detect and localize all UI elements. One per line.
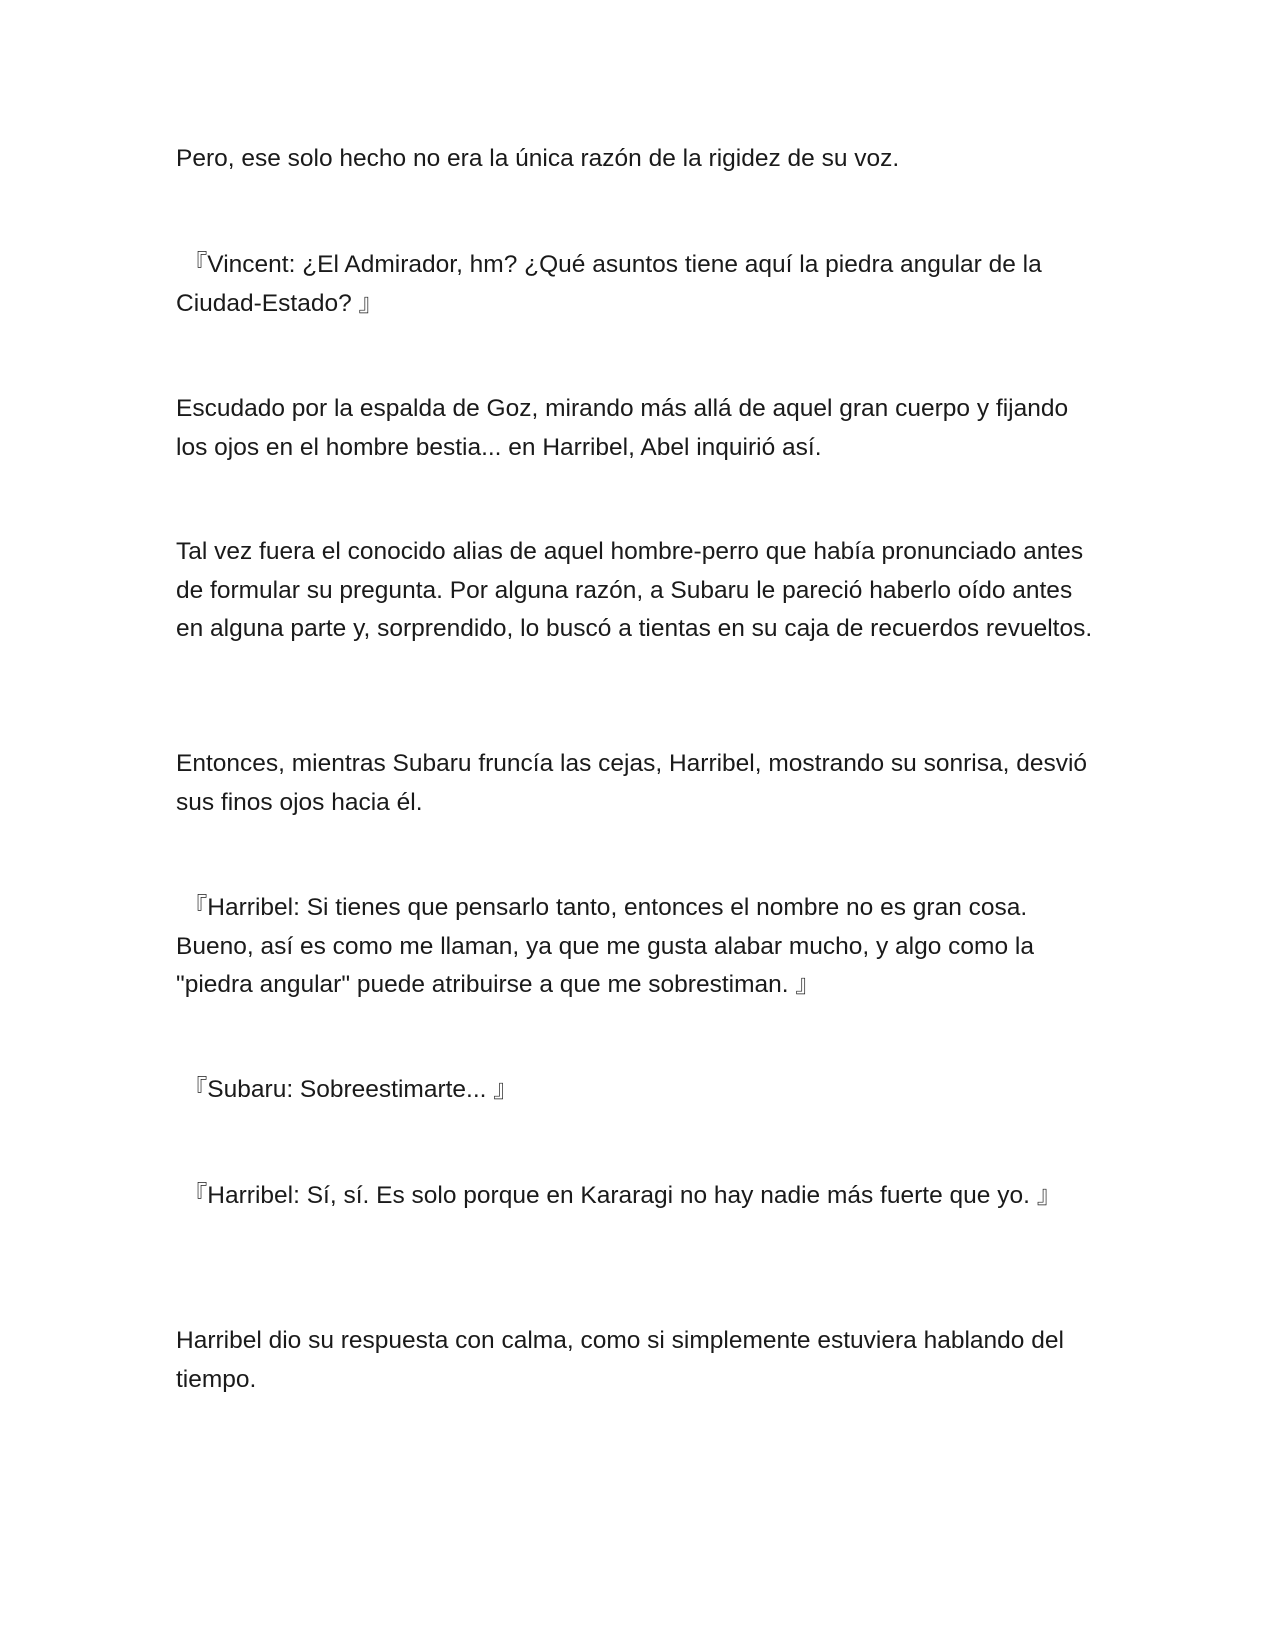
paragraph-dialogue-harribel: 『Harribel: Sí, sí. Es solo porque en Kararagi no hay nadie más fuerte que yo. 』 [176, 1182, 1062, 1209]
paragraph-narration: Tal vez fuera el conocido alias de aquel hombre-perro que había pronunciado antes de formular su pregunta. Por alguna razón, a Subaru le pareció haberlo oído antes en alguna parte y, sorprendido, lo buscó a tientas en su caja de recuerdos revueltos. [176, 538, 1093, 642]
paragraph-dialogue-harribel: 『Harribel: Si tienes que pensarlo tanto, entonces el nombre no es gran cosa. Bueno, así es como me llaman, ya que me gusta alabar mucho, y algo como la "piedra angular" puede atribuirse a que me sobrestiman. 』 [176, 894, 1041, 998]
paragraph-dialogue-subaru: 『Subaru: Sobreestimarte... 』 [176, 1076, 518, 1103]
paragraph-narration: Pero, ese solo hecho no era la única razón de la rigidez de su voz. [176, 145, 900, 172]
paragraph-narration: Harribel dio su respuesta con calma, como si simplemente estuviera hablando del tiempo. [176, 1327, 1064, 1393]
paragraph-narration: Entonces, mientras Subaru fruncía las cejas, Harribel, mostrando su sonrisa, desvió sus finos ojos hacia él. [176, 750, 1088, 816]
paragraph-narration: Escudado por la espalda de Goz, mirando más allá de aquel gran cuerpo y fijando los ojos en el hombre bestia... en Harribel, Abel inquirió así. [176, 395, 1069, 461]
paragraph-dialogue-vincent: 『Vincent: ¿El Admirador, hm? ¿Qué asuntos tiene aquí la piedra angular de la Ciudad-Estado? 』 [176, 251, 1049, 317]
